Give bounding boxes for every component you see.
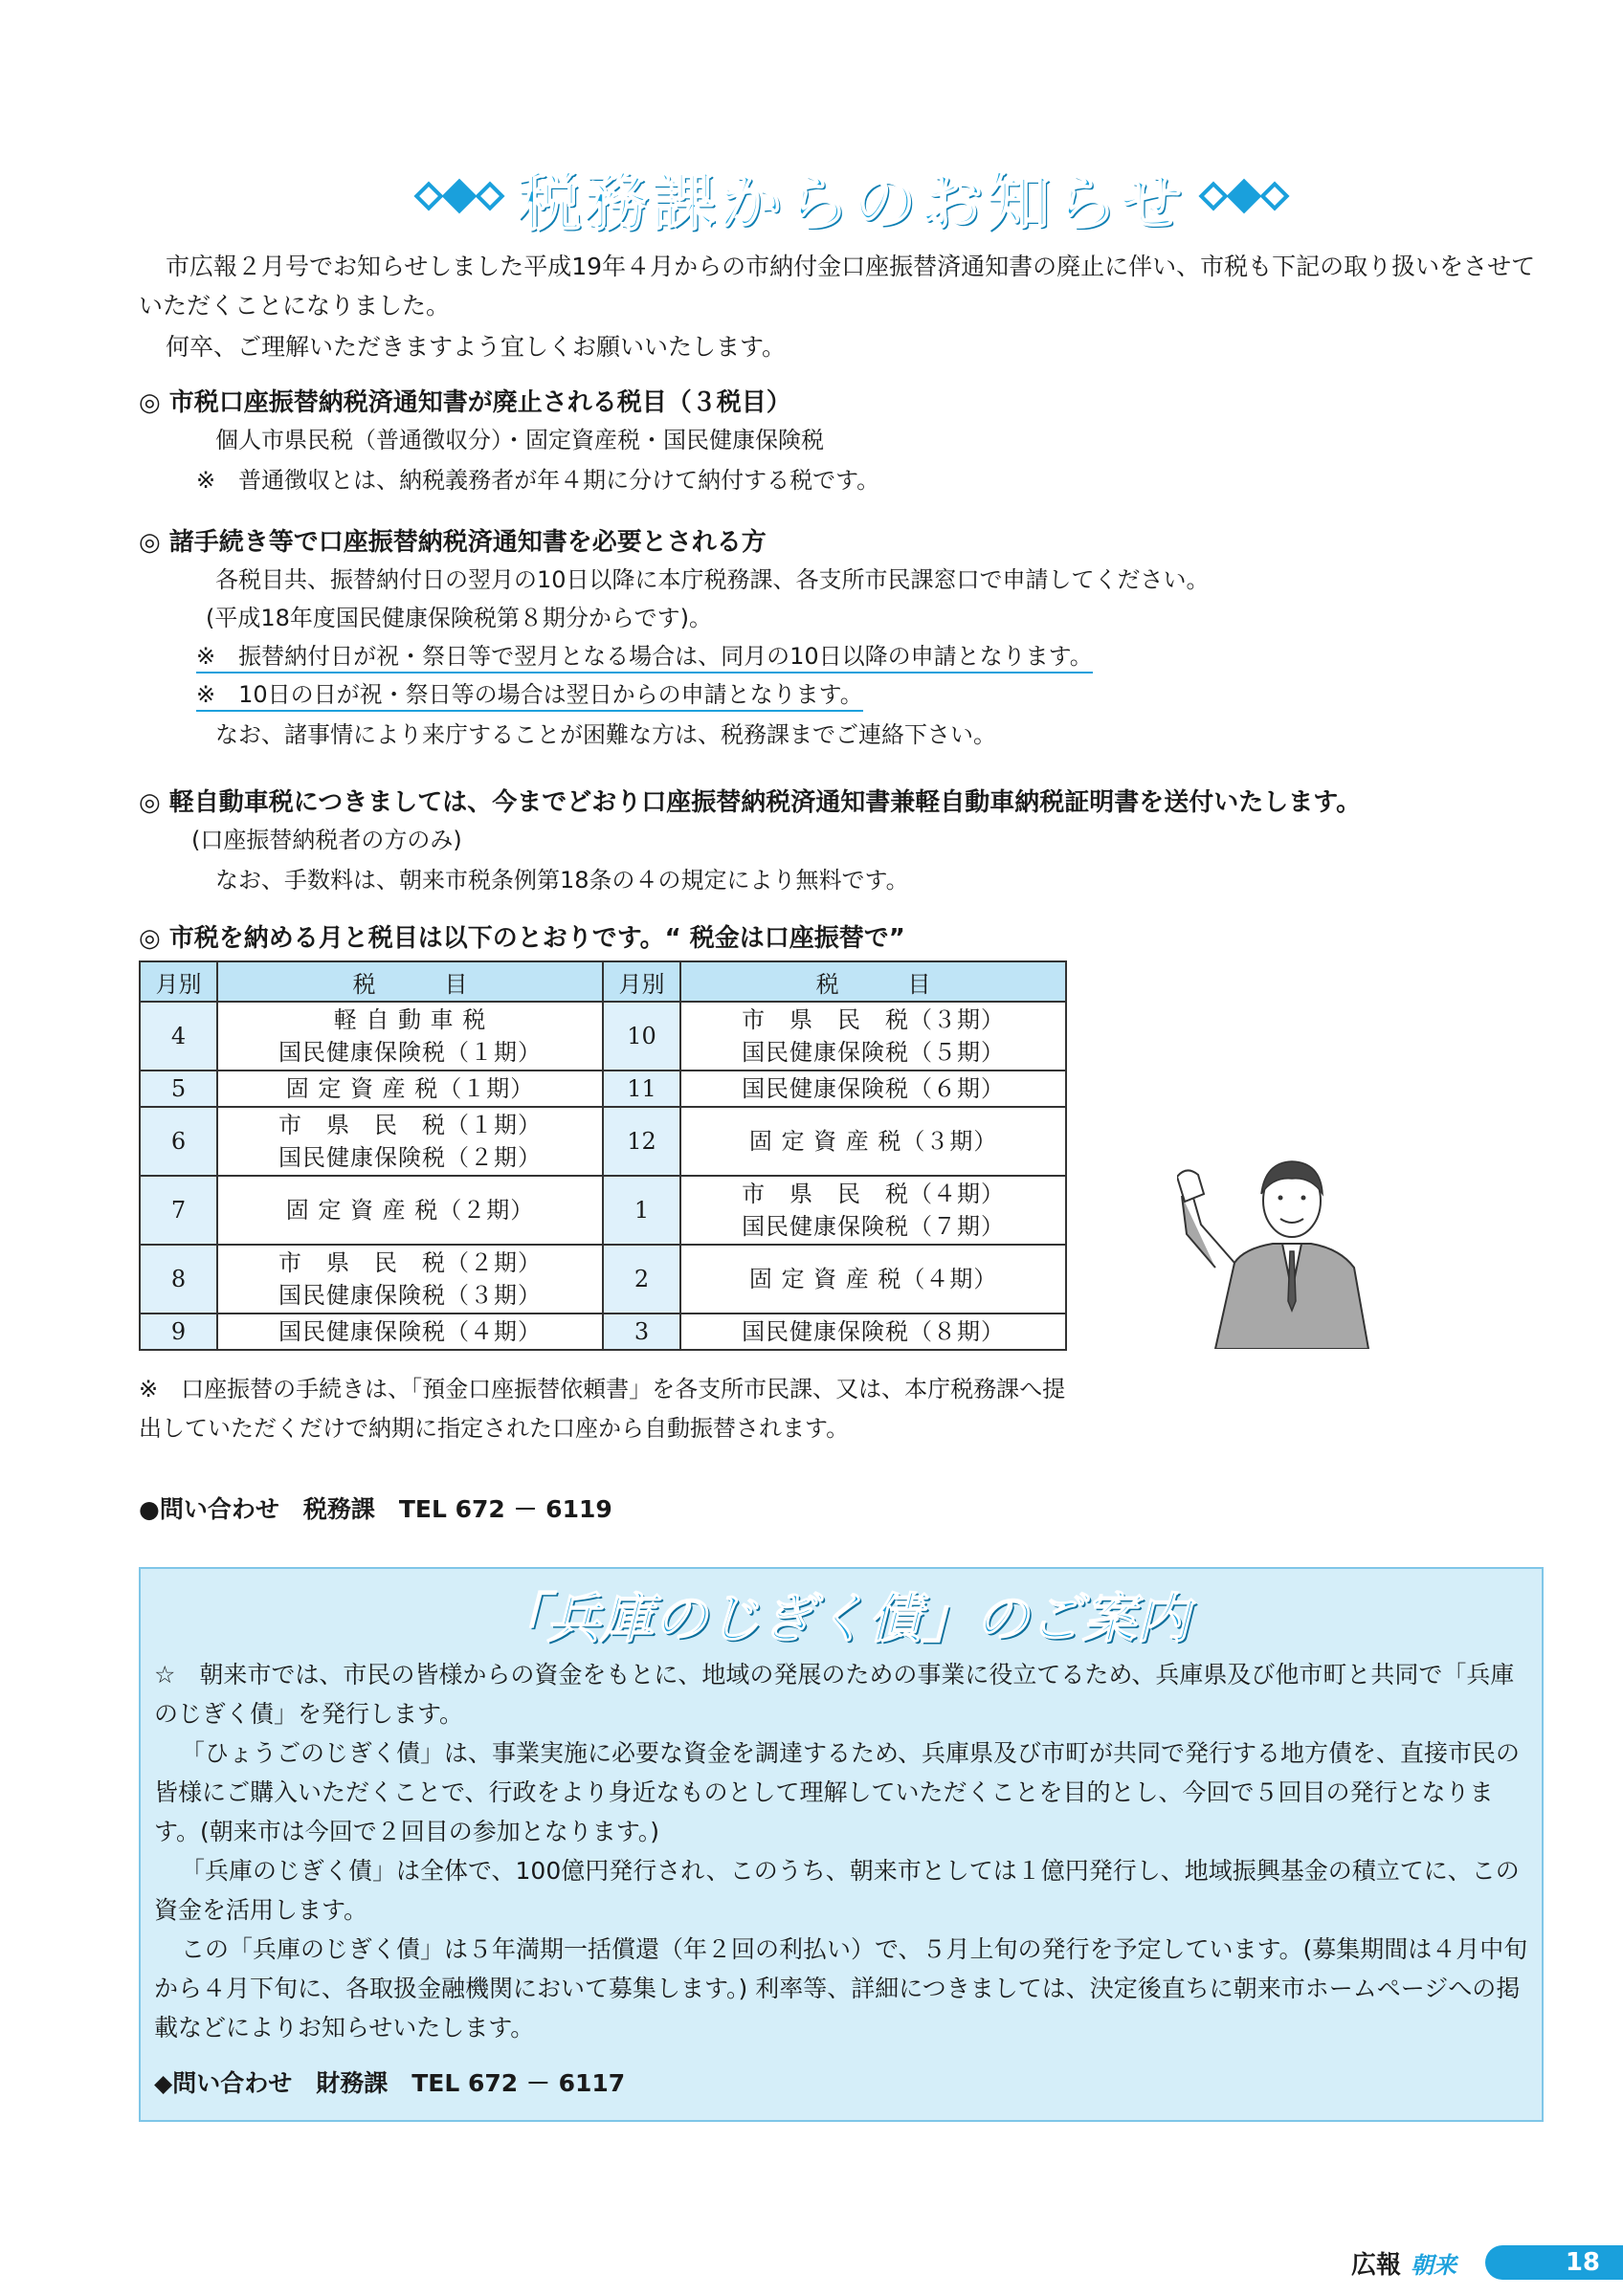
table-header-item: 税 目 [217,961,603,1002]
section-procedures-heading: ◎ 諸手続き等で口座振替納税済通知書を必要とされる方 [139,528,767,557]
tax-item-line: 固 定 資 産 税（４期） [748,1266,998,1292]
tax-item-line: 固 定 資 産 税（３期） [748,1128,998,1155]
bond-body [154,1655,1532,2047]
tax-item-line: 市 県 民 税（４期） [742,1181,1006,1207]
section-light-vehicle-line: なお、手数料は、朝来市税条例第18条の４の規定により無料です。 [215,867,909,894]
tax-item-line: 国民健康保険税（８期） [742,1318,1006,1345]
table-cell-item [680,1176,1066,1245]
tax-item-line: 国民健康保険税（２期） [278,1144,543,1171]
table-row [140,1314,1066,1350]
page-title [230,153,1474,239]
section-schedule-heading: ◎ 市税を納める月と税目は以下のとおりです。“ 税金は口座振替で” [139,924,905,953]
table-header-month: 月別 [140,961,217,1002]
tax-item-line: 市 県 民 税（３期） [742,1006,1006,1033]
table-header-month: 月別 [603,961,680,1002]
table-cell-item [680,1107,1066,1176]
table-cell-month: 1 [603,1176,680,1245]
section-light-vehicle-line: (口座振替納税者の方のみ) [191,827,462,853]
tax-item-line: 軽 自 動 車 税 [333,1006,487,1033]
table-cell-item [680,1071,1066,1107]
table-cell-month: 12 [603,1107,680,1176]
tax-item-line: 国民健康保険税（７期） [742,1213,1006,1240]
footer-logo-text: 朝来 [1411,2251,1456,2279]
businessman-illustration [1177,1148,1397,1349]
tax-contact: ●問い合わせ 税務課 TEL 672 － 6119 [139,1495,612,1523]
section-procedures-note [196,675,863,714]
intro-paragraph-2: 何卒、ご理解いただきますよう宜しくお願いいたします。 [166,333,787,361]
bond-info-box [139,1567,1544,2122]
table-header-item: 税 目 [680,961,1066,1002]
table-cell-item [217,1002,603,1071]
tax-item-line: 市 県 民 税（２期） [278,1249,543,1276]
table-cell-month: 8 [140,1245,217,1314]
page-title-text: 税務課からのお知らせ [517,165,1187,239]
finance-contact: ◆問い合わせ 財務課 TEL 672 － 6117 [154,2069,626,2097]
account-transfer-note: ※ 口座振替の手続きは、「預金口座振替依頼書」を各支所市民課、又は、本庁税務課へ提出していただくだけで納期に指定された口座から自動振替されます。 [139,1376,1066,1442]
tax-item-line: 固 定 資 産 税（１期） [285,1075,535,1102]
table-cell-item [680,1002,1066,1071]
tax-item-line: 国民健康保険税（５期） [742,1039,1006,1066]
tax-item-line: 国民健康保険税（６期） [742,1075,1006,1102]
table-cell-month: 5 [140,1071,217,1107]
table-cell-item [217,1245,603,1314]
section-procedures-note-text: ※ 10日の日が祝・祭日等の場合は翌日からの申請となります。 [196,681,863,712]
bond-paragraph: ☆ 朝来市では、市民の皆様からの資金をもとに、地域の発展のための事業に役立てるため、兵庫県及び他市町と共同で「兵庫のじぎく債」を発行します。 [154,1661,1515,1728]
section-procedures-note [196,637,1093,675]
table-row [140,1176,1066,1245]
table-cell-item [217,1314,603,1350]
intro-paragraph: 市広報２月号でお知らせしました平成19年４月からの市納付金口座振替済通知書の廃止に伴い、市税も下記の取り扱いをさせていただくことになりました。 [139,253,1536,320]
section-procedures-line: なお、諸事情により来庁することが困難な方は、税務課までご連絡下さい。 [215,721,996,748]
table-header-row [140,961,1066,1002]
diamond-ornament-left [418,184,500,209]
tax-item-line: 固 定 資 産 税（２期） [285,1197,535,1224]
tax-schedule-table [139,960,1067,1351]
table-cell-item [680,1245,1066,1314]
table-cell-month: 7 [140,1176,217,1245]
tax-item-line: 国民健康保険税（４期） [278,1318,543,1345]
page-footer [1351,2241,1623,2285]
table-row [140,1071,1066,1107]
section-procedures-line: (平成18年度国民健康保険税第８期分からです)。 [206,605,713,631]
table-cell-item [217,1107,603,1176]
table-cell-month: 6 [140,1107,217,1176]
tax-item-line: 国民健康保険税（１期） [278,1039,543,1066]
bond-paragraph: 「兵庫のじぎく債」は全体で、100億円発行され、このうち、朝来市としては１億円発行し、地域振興基金の積立てに、この資金を活用します。 [154,1857,1520,1924]
section-abolished-taxes-note: ※ 普通徴収とは、納税義務者が年４期に分けて納付する税です。 [196,467,880,494]
section-procedures-line: 各税目共、振替納付日の翌月の10日以降に本庁税務課、各支所市民課窓口で申請してください。 [215,566,1210,593]
table-cell-month: 10 [603,1002,680,1071]
section-light-vehicle-heading: ◎ 軽自動車税につきましては、今までどおり口座振替納税済通知書兼軽自動車納税証明書を送付いたします。 [139,788,1362,817]
tax-item-line: 国民健康保険税（３期） [278,1282,543,1309]
table-row [140,1107,1066,1176]
table-cell-month: 4 [140,1002,217,1071]
bond-paragraph: この「兵庫のじぎく債」は５年満期一括償還（年２回の利払い）で、５月上旬の発行を予定しています。(募集期間は４月中旬から４月下旬に、各取扱金融機関において募集します。) 利率等、詳細につきましては、決定後直ちに朝来市ホームページへの掲載などによりお知らせいたします。 [154,1935,1528,2042]
page-number: 18 [1485,2245,1623,2280]
table-row [140,1245,1066,1314]
table-cell-month: 11 [603,1071,680,1107]
table-cell-item [680,1314,1066,1350]
table-cell-month: 2 [603,1245,680,1314]
section-procedures-note-text: ※ 振替納付日が祝・祭日等で翌月となる場合は、同月の10日以降の申請となります。 [196,643,1093,673]
table-cell-item [217,1071,603,1107]
table-row [140,1002,1066,1071]
bond-paragraph: 「ひょうごのじぎく債」は、事業実施に必要な資金を調達するため、兵庫県及び市町が共同で発行する地方債を、直接市民の皆様にご購入いただくことで、行政をより身近なものとして理解していただくことを目的とし、今回で５回目の発行となります。(朝来市は今回で２回目の参加となります。) [154,1739,1521,1845]
footer-label: 広報 [1350,2250,1401,2280]
section-abolished-taxes-line: 個人市県民税（普通徴収分）・固定資産税・国民健康保険税 [215,427,824,453]
tax-item-line: 市 県 民 税（１期） [278,1112,543,1138]
diamond-ornament-right [1203,184,1285,209]
bond-title: 「兵庫のじぎく債」のご案内 [493,1588,1189,1650]
table-cell-month: 3 [603,1314,680,1350]
table-cell-item [217,1176,603,1245]
section-abolished-taxes-heading: ◎ 市税口座振替納税済通知書が廃止される税目（３税目） [139,388,791,417]
table-cell-month: 9 [140,1314,217,1350]
